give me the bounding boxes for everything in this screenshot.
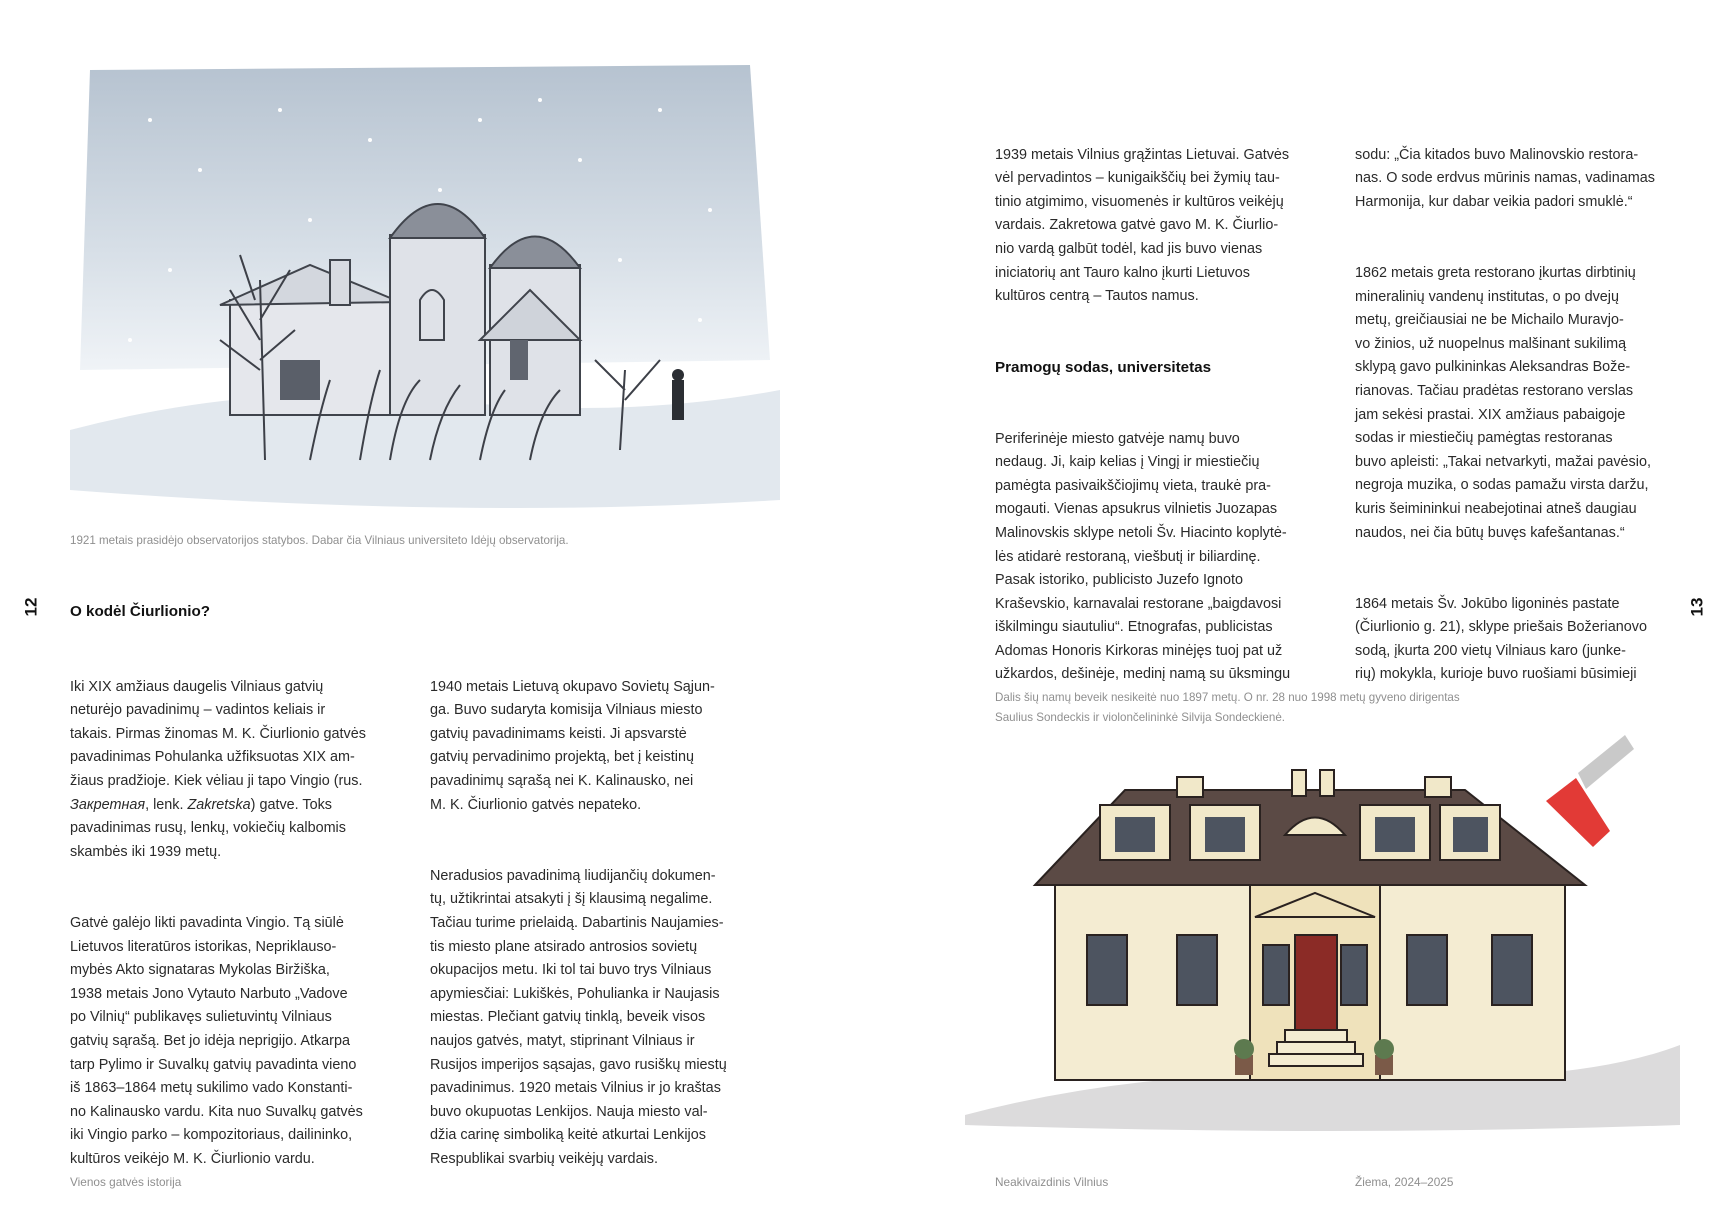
page-number-right: 13 [1687,597,1707,617]
right-footer-left: Neakivaizdinis Vilnius [995,1175,1109,1189]
left-col1-paragraph-1: Iki XIX amžiaus daugelis Vilniaus gatvių neturėjo pavadinimų – vadintos keliais ir takais. Pirmas žinomas M. K. Čiurlionio gatvės pavadinimas Pohulanka užfiksuotas XIX am- žiaus pradžioje. Kiek vėliau ji tapo Vingio (rus. Закретная, lenk. Zakretska) gatve. Toks pavadinimas rusų, lenkų, vokiečių kalbomis skambės iki 1939 metų. [70,678,366,860]
observatory-caption: 1921 metais prasidėjo observatorijos statybos. Dabar čia Vilniaus universiteto Idėjų observatorija. [70,534,569,547]
left-column-1 [70,652,410,1219]
house-caption: Dalis šių namų beveik nesikeitė nuo 1897 metų. O nr. 28 nuo 1998 metų gyveno dirigentas Saulius Sondeckis ir violončelininkė Silvija Sondeckienė. [995,691,1460,724]
left-col2-paragraph-1: 1940 metais Lietuvą okupavo Sovietų Sąjun- ga. Buvo sudaryta komisija Vilniaus miesto gatvių pavadinimams keisti. Ji apsvarstė gatvių pervadinimo projektą, bet į keistinų pavadinimų sąrašą nei K. Kalinausko, nei M. K. Čiurlionio gatvės nepateko. [430,678,715,813]
right-column-2 [1355,120,1695,735]
right-col2-paragraph-2: 1862 metais greta restorano įkurtas dirbtinių mineralinių vandenų institutas, o po dvejų metų, greičiausiai ne be Michailo Muravjo- vo žinios, už nuopelnus malšinant sukilimą sklypą gavo pulkininkas Aleksandras Bože- rianovas. Tačiau pradėtas restorano verslas jam sekėsi prastai. XIX amžiaus pabaigoje sodas ir miestiečių pamėgtas restoranas buvo apleisti: „Takai netvarkyti, mažai pavėsio, negroja muzika, o sodas pamažu virsta daržu, kuris šeimininkui neabejotinai atneš daugiau naudos, nei čia būtų buvęs kafešantanas.“ [1355,264,1651,541]
right-col2-paragraph-1: sodu: „Čia kitados buvo Malinovskio restora- nas. O sode erdvus mūrinis namas, vadinamas Harmonija, kur dabar veikia padori smuklė.“ [1355,146,1655,210]
left-column-2 [430,652,770,1219]
right-col2-paragraph-3: 1864 metais Šv. Jokūbo ligoninės pastate (Čiurlionio g. 21), sklype priešais Božerianovo sodą, įkurta 200 vietų Vilniaus karo (junke- rių) mokykla, kurioje buvo ruošiami būsimieji [1355,595,1647,683]
section-heading: O kodėl Čiurlionio? [70,603,211,620]
right-column-1 [995,120,1335,735]
right-section-heading: Pramogų sodas, universitetas [995,359,1212,377]
right-col1-paragraph-1: 1939 metais Vilnius grąžintas Lietuvai. Gatvės vėl pervadintos – kunigaikščių bei žymių tau- tinio atgimimo, visuomenės ir kultūros veikėjų vardais. Zakretowa gatvė gavo M. K. Čiurlio- nio vardą galbūt todėl, kad jis buvo vienas iniciatorių ant Tauro kalno įkurti Lietuvos kultūros centrą – Tautos namus. [995,146,1290,305]
observatory-illustration [60,40,800,520]
left-footer: Vienos gatvės istorija [70,1175,182,1189]
left-col2-paragraph-2: Neradusios pavadinimą liudijančių dokumen- tų, užtikrintai atsakyti į šį klausimą negalime. Tačiau turime prielaidą. Dabartinis Naujamies- tis miesto plane atsirado antrosios sovietų okupacijos metu. Iki tol tai buvo trys Vilniaus apymiesčiai: Lukiškės, Pohulianka ir Naujasis miestas. Plečiant gatvių tinklą, beveik visos naujos gatvės, matyt, stiprinant Vilniaus ir Rusijos imperijos sąsajas, gavo rusiškų miestų pavadinimus. 1920 metais Vilnius ir jo kraštas buvo okupuotas Lenkijos. Nauja miesto val- džia carinę simboliką keitė atkurtai Lenkijos Respublikai svarbių veikėjų vardais. [430,867,727,1167]
page-number-left: 12 [21,597,41,617]
right-footer-right: Žiema, 2024–2025 [1355,1175,1454,1189]
right-col1-paragraph-2: Periferinėje miesto gatvėje namų buvo nedaug. Ji, kaip kelias į Vingį ir miestiečių pamėgta pasivaikščiojimų vieta, traukė pra- mogauti. Vienas apsukrus vilnietis Juozapas Malinovskis sklype netoli Šv. Hiacinto koplytė- lės atidarė restoraną, viešbutį ir biliardinę. Pasak istoriko, publicisto Juzefo Ignoto Kraševskio, karnavalai restorane „baigdavosi iškilmingu siautuliu“. Etnografas, publicistas Adomas Honoris Kirkoras minėjęs tuoj pat už užkardos, dešinėje, medinį namą su ūksmingu [995,430,1291,683]
house-illustration [955,765,1690,1135]
left-col1-paragraph-2: Gatvė galėjo likti pavadinta Vingio. Tą siūlė Lietuvos literatūros istorikas, Nepriklauso- mybės Akto signataras Mykolas Biržiška, 1938 metais Jono Vytauto Narbuto „Vadove po Vilnių“ publikavęs sulietuvintų Vilniaus gatvių sąrašą. Bet jo idėja neprigijo. Atkarpa tarp Pylimo ir Suvalkų gatvių pavadinta vieno iš 1863–1864 metų sukilimo vado Konstanti- no Kalinausko vardu. Kita nuo Suvalkų gatvės iki Vingio parko – kompozitoriaus, dailininko, kultūros veikėjo M. K. Čiurlionio vardu. [70,914,363,1167]
